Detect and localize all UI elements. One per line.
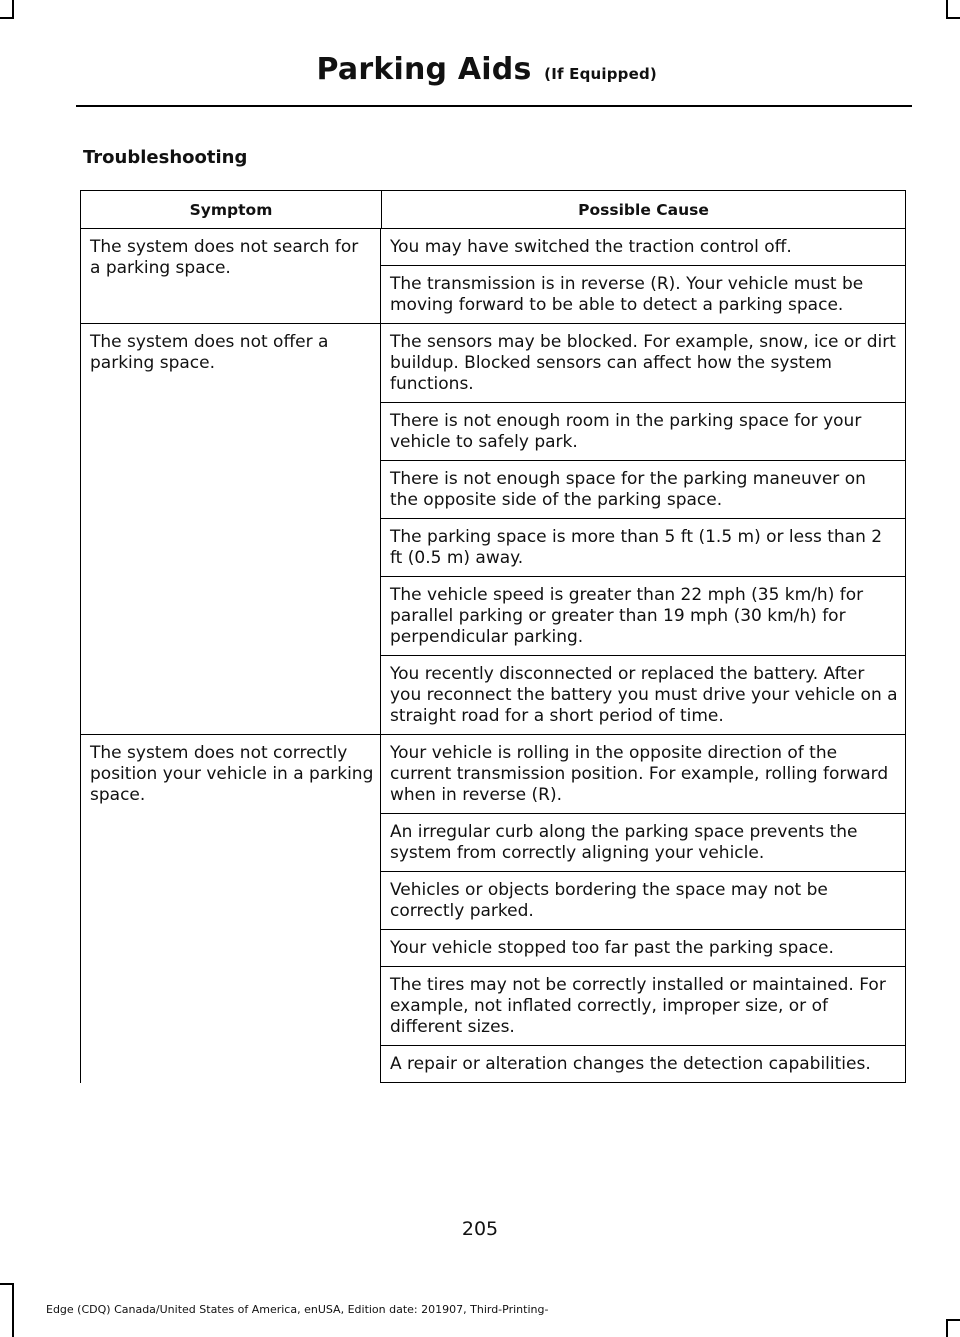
crop-mark [12, 1283, 14, 1337]
table-row-group [80, 324, 906, 735]
crop-mark [12, 0, 14, 18]
table-row-group [80, 229, 906, 324]
table-row-group [80, 735, 906, 1083]
cause-cell: The vehicle speed is greater than 22 mph (35 km/h) for parallel parking or greater than 19 mph (30 km/h) for perpendicular parking. [381, 577, 905, 656]
symptom-cell: The system does not offer a parking space. [80, 324, 381, 734]
cause-cell: Vehicles or objects bordering the space may not be correctly parked. [381, 872, 905, 930]
crop-mark [946, 1319, 948, 1337]
symptom-cell: The system does not search for a parking space. [80, 229, 381, 323]
cause-cell: An irregular curb along the parking space prevents the system from correctly aligning your vehicle. [381, 814, 905, 872]
cause-cell: The transmission is in reverse (R). Your vehicle must be moving forward to be able to detect a parking space. [390, 274, 864, 315]
causes-column [381, 735, 906, 1083]
footer-edition-text: Edge (CDQ) Canada/United States of America, enUSA, Edition date: 201907, Third-Printing- [46, 1303, 549, 1316]
cause-cell: The parking space is more than 5 ft (1.5 m) or less than 2 ft (0.5 m) away. [381, 519, 905, 577]
crop-mark [946, 1319, 960, 1321]
cause-cell: The tires may not be correctly installed or maintained. For example, not inflated correctly, improper size, or of different sizes. [381, 967, 905, 1046]
cause-cell: There is not enough space for the parking maneuver on the opposite side of the parking space. [381, 461, 905, 519]
header-title: Parking Aids [316, 52, 532, 87]
cause-cell: Your vehicle stopped too far past the parking space. [381, 930, 905, 967]
causes-column [381, 229, 906, 323]
crop-mark [0, 1283, 14, 1285]
page-header-title [317, 52, 657, 87]
column-header-possible-cause: Possible Cause [578, 200, 709, 219]
troubleshooting-table [80, 190, 906, 1083]
section-heading: Troubleshooting [83, 147, 248, 168]
column-header-symptom: Symptom [81, 191, 382, 228]
causes-column [381, 324, 906, 734]
cause-cell: The sensors may be blocked. For example, snow, ice or dirt buildup. Blocked sensors can affect how the system functions. [381, 324, 905, 403]
cause-cell: There is not enough room in the parking space for your vehicle to safely park. [381, 403, 905, 461]
page-number: 205 [461, 1218, 499, 1240]
table-header-row [80, 190, 906, 229]
crop-mark [946, 0, 948, 18]
crop-mark [946, 17, 960, 19]
symptom-cell: The system does not correctly position your vehicle in a parking space. [80, 735, 381, 1083]
header-rule [76, 105, 912, 107]
cause-cell: You may have switched the traction control off. [381, 229, 905, 266]
cause-cell: A repair or alteration changes the detection capabilities. [381, 1046, 905, 1083]
crop-mark [0, 17, 14, 19]
header-subtitle: (If Equipped) [544, 65, 657, 83]
cause-cell: You recently disconnected or replaced the battery. After you reconnect the battery you must drive your vehicle on a straight road for a short period of time. [390, 664, 898, 726]
cause-cell: Your vehicle is rolling in the opposite direction of the current transmission position. For example, rolling forward when in reverse (R). [381, 735, 905, 814]
